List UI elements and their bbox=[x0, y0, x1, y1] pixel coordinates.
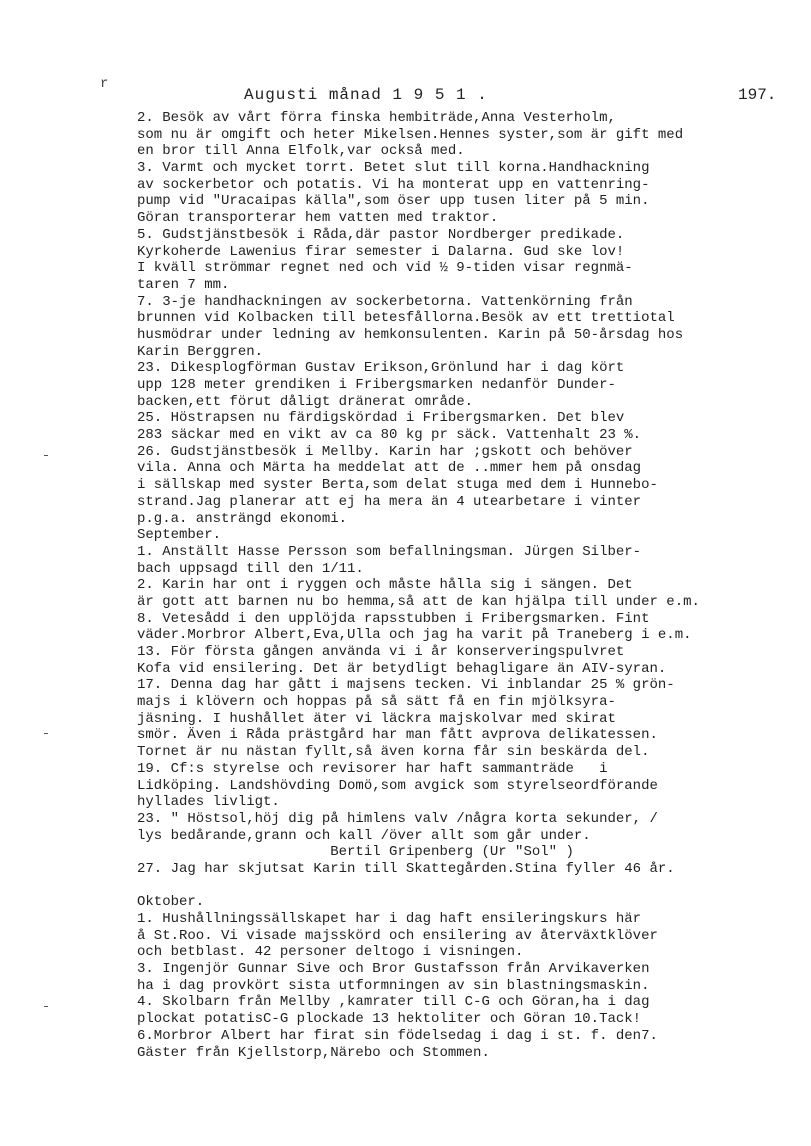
text-line: 5. Gudstjänstbesök i Råda,där pastor Nordberger predikade. bbox=[137, 226, 625, 243]
text-line: ha i dag provkört sista utformningen av sin blastningsmaskin. bbox=[137, 977, 650, 994]
page-number: 197. bbox=[738, 86, 777, 104]
margin-mark bbox=[44, 733, 48, 734]
text-line: väder.Morbror Albert,Eva,Ulla och jag ha varit på Traneberg i e.m. bbox=[137, 627, 692, 644]
text-line: Kofa vid ensilering. Det är betydligt behagligare än AIV-syran. bbox=[137, 660, 667, 677]
text-line: pump vid "Uracaipas källa",som öser upp tusen liter på 5 min. bbox=[137, 193, 650, 210]
text-line: Bertil Gripenberg (Ur "Sol" ) bbox=[137, 844, 574, 861]
text-line: 7. 3-je handhackningen av sockerbetorna. Vattenkörning från bbox=[137, 293, 633, 310]
text-line: 1. Anställt Hasse Persson som befallningsman. Jürgen Silber- bbox=[137, 543, 642, 560]
month-heading: Augusti månad 1 9 5 1 . bbox=[244, 86, 488, 104]
text-line: 2. Karin har ont i ryggen och måste hålla sig i sängen. Det bbox=[137, 577, 633, 594]
text-line: Gäster från Kjellstorp,Närebo och Stommen. bbox=[137, 1044, 490, 1061]
text-line: September. bbox=[137, 527, 222, 544]
text-line: vila. Anna och Märta ha meddelat att de ..mmer hem på onsdag bbox=[137, 460, 642, 477]
text-line: 1. Hushållningssällskapet har i dag haft ensileringskurs här bbox=[137, 911, 642, 927]
text-line: 283 säckar med en vikt av ca 80 kg pr säck. Vattenhalt 23 %. bbox=[137, 427, 642, 444]
text-line: 3. Ingenjör Gunnar Sive och Bror Gustafsson från Arvikaverken bbox=[137, 961, 650, 978]
text-line: hyllades livligt. bbox=[137, 794, 280, 811]
text-line: 23. " Höstsol,höj dig på himlens valv /några korta sekunder, / bbox=[137, 810, 658, 827]
text-line: backen,ett förut dåligt dränerat område. bbox=[137, 393, 474, 410]
text-line: 4. Skolbarn från Mellby ,kamrater till C-G och Göran,ha i dag bbox=[137, 994, 650, 1011]
text-line: 8. Vetesådd i den upplöjda rapsstubben i Fribergsmarken. Fint bbox=[137, 610, 650, 627]
text-line: Lidköping. Landshövding Domö,som avgick som styrelseordförande bbox=[137, 777, 658, 794]
text-line: upp 128 meter grendiken i Fribergsmarken nedanför Dunder- bbox=[137, 377, 616, 393]
text-line: i sällskap med syster Berta,som delat stuga med dem i Hunnebo- bbox=[137, 477, 658, 494]
margin-mark bbox=[44, 1006, 48, 1007]
text-line: av sockerbetor och potatis. Vi ha monterat upp en vattenring- bbox=[137, 176, 650, 193]
text-line: smör. Även i Råda prästgård har man fått avprova delikatessen. bbox=[137, 727, 658, 744]
text-line: strand.Jag planerar att ej ha mera än 4 utearbetare i vinter bbox=[137, 493, 642, 510]
text-line: en bror till Anna Elfolk,var också med. bbox=[137, 143, 465, 160]
text-line: 3. Varmt och mycket torrt. Betet slut till korna.Handhackning bbox=[137, 160, 650, 177]
corner-mark: r bbox=[100, 76, 109, 92]
text-line: Tornet är nu nästan fyllt,så även korna får sin beskärda del. bbox=[137, 744, 650, 761]
text-line: Karin Berggren. bbox=[137, 343, 264, 360]
text-line: är gott att barnen nu bo hemma,så att de kan hjälpa till under e.m. bbox=[137, 593, 700, 610]
text-line: å St.Roo. Vi visade majsskörd och ensilering av återväxtklöver bbox=[137, 927, 658, 944]
text-line: 23. Dikesplogförman Gustav Erikson,Grönlund har i dag kört bbox=[137, 360, 625, 377]
text-line: lys bedårande,grann och kall /över allt som går under. bbox=[137, 827, 591, 844]
diary-text bbox=[137, 110, 802, 1061]
text-line: I kväll strömmar regnet ned och vid ½ 9-tiden visar regnmä- bbox=[137, 260, 633, 277]
text-line: Oktober. bbox=[137, 894, 205, 911]
text-line: taren 7 mm. bbox=[137, 276, 230, 293]
text-line: brunnen vid Kolbacken till betesfållorna.Besök av ett trettiotal bbox=[137, 310, 675, 327]
text-line: jäsning. I hushållet äter vi läckra majskolvar med skirat bbox=[137, 710, 616, 727]
text-line: 19. Cf:s styrelse och revisorer har haft sammanträde i bbox=[137, 760, 608, 777]
text-line: 27. Jag har skjutsat Karin till Skattegården.Stina fyller 46 år. bbox=[137, 860, 675, 877]
text-line: 2. Besök av vårt förra finska hembiträde,Anna Vesterholm, bbox=[137, 110, 616, 126]
text-line: 6.Morbror Albert har firat sin födelsedag i dag i st. f. den7. bbox=[137, 1027, 658, 1044]
page-header bbox=[0, 86, 811, 110]
text-line: och betblast. 42 personer deltogo i visningen. bbox=[137, 944, 524, 961]
text-line: Göran transporterar hem vatten med traktor. bbox=[137, 210, 499, 227]
text-line: husmödrar under ledning av hemkonsulenten. Karin på 50-årsdag hos bbox=[137, 326, 684, 343]
text-line bbox=[137, 878, 802, 895]
text-line: p.g.a. ansträngd ekonomi. bbox=[137, 510, 348, 527]
text-line: Kyrkoherde Lawenius firar semester i Dalarna. Gud ske lov! bbox=[137, 243, 625, 260]
text-line: 13. För första gången använda vi i år konserveringspulvret bbox=[137, 644, 625, 660]
text-line: som nu är omgift och heter Mikelsen.Hennes syster,som är gift med bbox=[137, 126, 684, 143]
text-line: 25. Höstrapsen nu färdigskördad i Fribergsmarken. Det blev bbox=[137, 410, 625, 427]
text-line: 17. Denna dag har gått i majsens tecken. Vi inblandar 25 % grön- bbox=[137, 677, 675, 694]
text-line: plockat potatisC-G plockade 13 hektoliter och Göran 10.Tack! bbox=[137, 1011, 642, 1028]
text-line: majs i klövern och hoppas på så sätt få en fin mjölksyra- bbox=[137, 694, 616, 711]
text-line: 26. Gudstjänstbesök i Mellby. Karin har ;gskott och behöver bbox=[137, 443, 633, 460]
text-line: bach uppsagd till den 1/11. bbox=[137, 560, 364, 577]
margin-mark bbox=[44, 455, 48, 456]
